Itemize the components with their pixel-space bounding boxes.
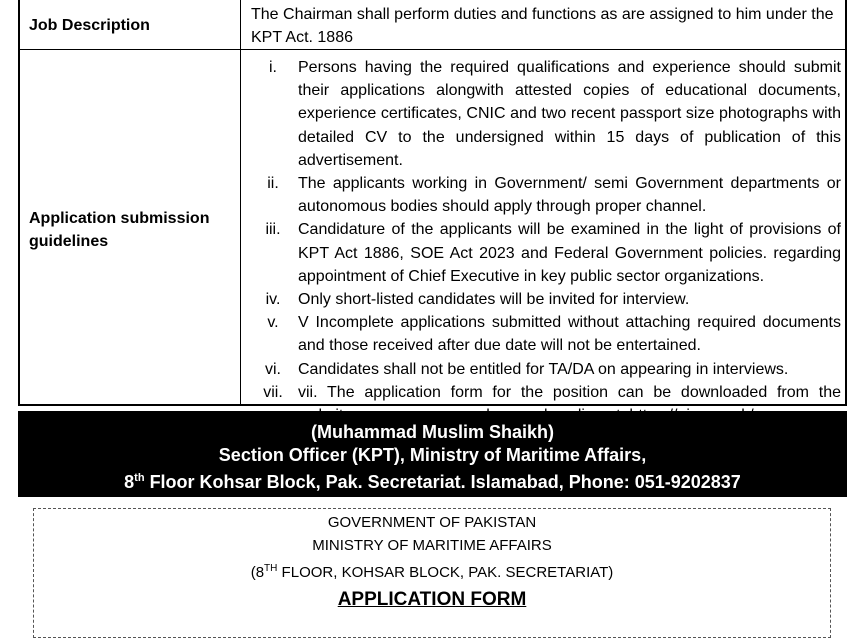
application-form-box bbox=[33, 508, 831, 638]
list-item bbox=[251, 172, 841, 218]
form-ministry-line: MINISTRY OF MARITIME AFFAIRS bbox=[312, 537, 552, 554]
list-item-text: Persons having the required qualifications and experience should submit their applications alongwith attested copies of educational documents, experience certificates, CNIC and two recent passport size photographs with detailed CV to the undersigned within 15 days of publication of this advertisement. bbox=[298, 59, 841, 169]
list-item bbox=[251, 311, 841, 357]
list-item-number: i. bbox=[269, 59, 277, 76]
address-rest: Floor Kohsar Block, Pak. Secretariat. Islamabad, Phone: 051-9202837 bbox=[144, 472, 741, 492]
list-item-number: v. bbox=[267, 314, 279, 332]
list-item bbox=[251, 358, 841, 381]
list-item-text: vii. The application form for the position can be downloaded from the bbox=[298, 383, 841, 401]
officer-name: (Muhammad Muslim Shaikh) bbox=[310, 422, 555, 442]
list-item-number: ii. bbox=[267, 175, 279, 193]
list-item-text: V Incomplete applications submitted without attaching required documents and those received after due date will not be entertained. bbox=[298, 314, 841, 355]
officer-designation: Section Officer (KPT), Ministry of Maritime Affairs, bbox=[218, 445, 647, 465]
list-item-text: Candidature of the applicants will be examined in the light of provisions of KPT Act 1886, SOE Act 2023 and Federal Government policies. regarding appointment of Chief Executive in key public sector organizations. bbox=[298, 221, 841, 285]
form-address-line bbox=[34, 557, 830, 584]
list-item-number: vii. bbox=[263, 383, 283, 401]
form-address-post: FLOOR, KOHSAR BLOCK, PAK. SECRETARIAT) bbox=[277, 564, 614, 581]
job-description-label: Job Description bbox=[29, 17, 150, 34]
address-floor-suffix: th bbox=[134, 472, 145, 484]
list-item bbox=[251, 288, 841, 311]
column-divider bbox=[240, 0, 241, 404]
list-item-text: Only short-listed candidates will be invited for interview. bbox=[298, 291, 690, 309]
form-title: APPLICATION FORM bbox=[337, 589, 527, 610]
job-details-table bbox=[18, 0, 847, 406]
list-item-number: iv. bbox=[265, 291, 281, 309]
address-floor: 8 bbox=[124, 472, 135, 492]
form-address-pre: (8 bbox=[250, 564, 265, 581]
guidelines-list bbox=[251, 56, 841, 427]
guidelines-label: Application submission guidelines bbox=[29, 210, 210, 250]
list-item bbox=[251, 218, 841, 288]
row-divider bbox=[20, 49, 845, 50]
form-address-sup: TH bbox=[264, 563, 278, 574]
list-item bbox=[251, 56, 841, 172]
list-item-number: vi. bbox=[265, 360, 281, 378]
list-item-text: Candidates shall not be entitled for TA/DA on appearing in interviews. bbox=[298, 360, 789, 378]
list-item-text: The applicants working in Government/ semi Government departments or autonomous bodies should apply through proper channel. bbox=[298, 175, 841, 216]
contact-banner bbox=[18, 411, 847, 497]
form-government-line: GOVERNMENT OF PAKISTAN bbox=[327, 514, 537, 531]
job-description-text: The Chairman shall perform duties and functions as are assigned to him under the KPT Act. 1886 bbox=[251, 6, 834, 46]
officer-address bbox=[18, 467, 847, 494]
list-item-number: iii. bbox=[265, 221, 281, 239]
